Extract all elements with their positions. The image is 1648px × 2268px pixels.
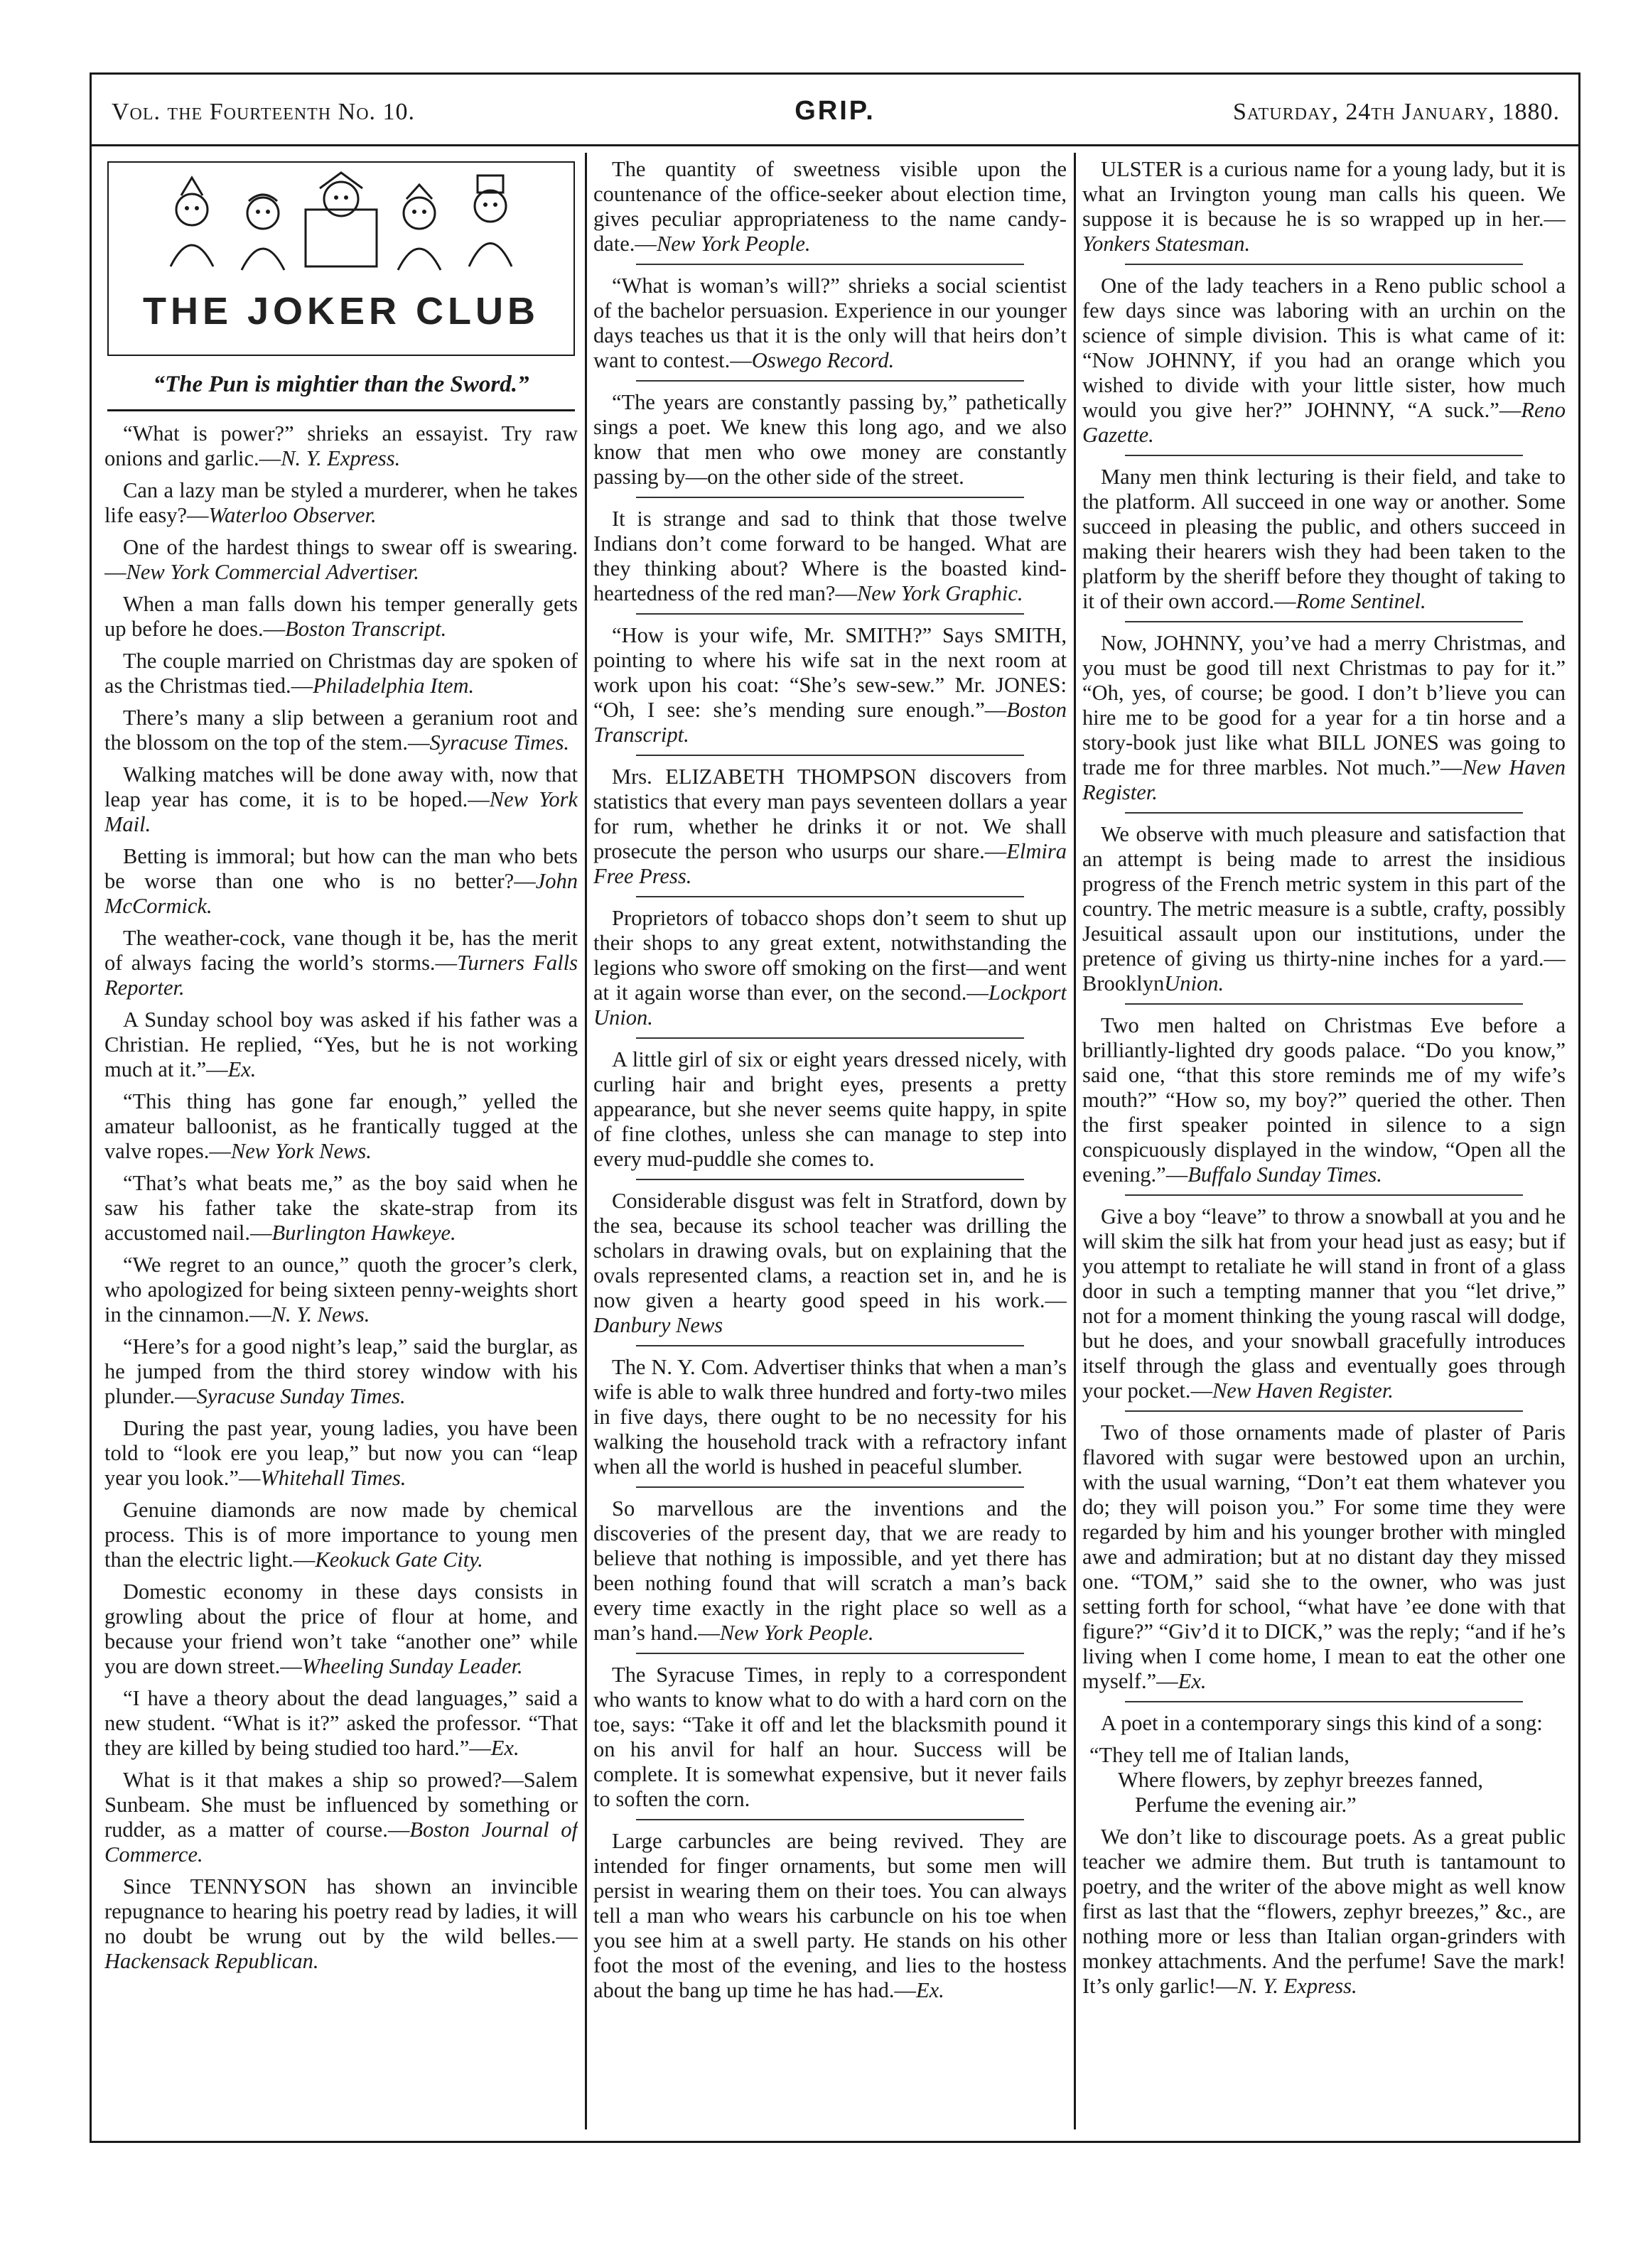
item-text: The couple married on Christmas day are spoken of as the Christmas tied.— bbox=[104, 649, 578, 698]
item-source: New York People. bbox=[656, 232, 811, 256]
news-item bbox=[104, 844, 578, 919]
item-separator bbox=[636, 1345, 1024, 1346]
item-separator bbox=[1125, 812, 1523, 814]
newspaper-page bbox=[90, 72, 1580, 2143]
item-separator bbox=[636, 380, 1024, 382]
news-item bbox=[593, 157, 1067, 256]
item-text: The Syracuse Times, in reply to a correspondent who wants to know what to do with a hard corn on the toe, says: “Take it off and let the blacksmith pound it on his anvil for half an hour. Success will be complete. It is somewhat expensive, but it never fails to soften the corn. bbox=[593, 1663, 1067, 1811]
item-source: Ex. bbox=[916, 1978, 944, 2002]
news-item bbox=[593, 1189, 1067, 1338]
verse-line: “They tell me of Italian lands, bbox=[1089, 1743, 1350, 1767]
item-separator bbox=[636, 1653, 1024, 1654]
item-source: Yonkers Statesman. bbox=[1082, 232, 1251, 256]
news-item bbox=[104, 1334, 578, 1409]
item-source: N. Y. News. bbox=[271, 1302, 370, 1327]
news-item bbox=[593, 390, 1067, 490]
item-text: So marvellous are the inventions and the discoveries of the present day, that we are ready to believe that nothing is impossible, and yet there has been nothing found that will scratch a man’s back every time exactly in the right place so well as a man’s hand.— bbox=[593, 1496, 1067, 1645]
column-2-items bbox=[593, 157, 1067, 2003]
item-text: A poet in a contemporary sings this kind of a song: bbox=[1101, 1711, 1543, 1735]
item-text: During the past year, young ladies, you have been told to “look ere you leap,” but now you can “leap year you look.”— bbox=[104, 1416, 578, 1490]
item-text: “This thing has gone far enough,” yelled the amateur balloonist, as he frantically tugged at the valve ropes.— bbox=[104, 1089, 578, 1163]
news-item bbox=[593, 1355, 1067, 1479]
news-item bbox=[593, 507, 1067, 606]
news-item bbox=[1082, 1711, 1566, 1736]
column-3 bbox=[1082, 157, 1566, 2125]
column-1-items bbox=[104, 421, 578, 1974]
news-item bbox=[1082, 274, 1566, 448]
item-text: “I have a theory about the dead languages,” said a new student. “What is it?” asked the professor. “That they are killed by being studied too hard.”— bbox=[104, 1686, 578, 1760]
item-source: Ex. bbox=[490, 1736, 519, 1760]
news-item bbox=[1082, 1013, 1566, 1187]
item-text: Two men halted on Christmas Eve before a brilliantly-lighted dry goods palace. “Do you know,” said one, “that this store reminds me of my wife’s mouth?” “How so, my boy?” queried the other. Then the first speaker pointed in silence to a sign conspicuously displayed in the window, “Open all the evening.”— bbox=[1082, 1013, 1566, 1187]
item-source: Burlington Hawkeye. bbox=[271, 1221, 456, 1245]
item-text: “How is your wife, Mr. SMITH?” Says SMITH, pointing to where his wife sat in the next room at work upon his coat: “She’s sew-sew.” Mr. JONES: “Oh, I see: she’s mending sure enough.”— bbox=[593, 623, 1067, 722]
item-text: Give a boy “leave” to throw a snowball at you and he will skim the silk hat from your head just as easy; but if you attempt to retaliate he will stand in front of a glass door in such a tempting manner that you “let drive,” not for a moment thinking the young rascal will dodge, but he does, and your snowball gracefully introduces itself through the glass and eventually goes through your pocket.— bbox=[1082, 1204, 1566, 1403]
item-source: New York Mail. bbox=[104, 787, 578, 836]
item-text: Walking matches will be done away with, now that leap year has come, it is to be hoped.— bbox=[104, 762, 578, 811]
news-item bbox=[593, 765, 1067, 889]
item-text: There’s many a slip between a geranium root and the blossom on the top of the stem.— bbox=[104, 706, 578, 755]
item-text: “The years are constantly passing by,” pathetically sings a poet. We knew this long ago, and we also know that men who owe money are constantly passing by—on the other side of the street. bbox=[593, 390, 1067, 489]
item-separator bbox=[1125, 1701, 1523, 1702]
news-item bbox=[104, 535, 578, 585]
item-text: Domestic economy in these days consists in growling about the price of flour at home, and because your friend won’t take “another one” while you are down street.— bbox=[104, 1580, 578, 1678]
item-source: Syracuse Times. bbox=[429, 730, 570, 755]
item-separator bbox=[636, 1486, 1024, 1488]
publication-title: GRIP. bbox=[795, 96, 876, 126]
item-text: It is strange and sad to think that those twelve Indians don’t come forward to be hanged. What are they thinking about? Where is the boasted kind-heartedness of the red man?— bbox=[593, 507, 1067, 605]
item-separator bbox=[1125, 455, 1523, 456]
news-item bbox=[593, 623, 1067, 747]
news-item bbox=[1082, 822, 1566, 996]
news-item bbox=[593, 1663, 1067, 1812]
item-text: Two of those ornaments made of plaster of Paris flavored with sugar were bestowed upon an urchin, with the usual warning, “Don’t eat them whatever you do; they will poison you.” For some time they were regarded by him and his younger brother with mingled awe and admiration; but at no distant day they missed one. “TOM,” said she to the owner, who was just setting forth for school, “what have ’ee done with that figure?” “Giv’d it to DICK,” was the reply; “and if he’s living when I come home, I mean to eat the other one myself.”— bbox=[1082, 1420, 1566, 1693]
item-source: New Haven Register. bbox=[1212, 1378, 1394, 1403]
page-header bbox=[92, 75, 1578, 146]
news-item bbox=[104, 706, 578, 755]
item-source: Whitehall Times. bbox=[260, 1466, 406, 1490]
item-source: New York News. bbox=[230, 1139, 372, 1163]
column-3-items bbox=[1082, 157, 1566, 1736]
verse-line: Where flowers, by zephyr breezes fanned, bbox=[1118, 1768, 1484, 1792]
item-source: Rome Sentinel. bbox=[1296, 589, 1426, 613]
item-separator bbox=[1125, 1003, 1523, 1005]
item-text: Mrs. ELIZABETH THOMPSON discovers from statistics that every man pays seventeen dollars a year for rum, whether he drinks it or not. We shall prosecute the person who usurps our share.— bbox=[593, 765, 1067, 863]
item-source: New York Commercial Advertiser. bbox=[126, 560, 419, 584]
item-source: Turners Falls Reporter. bbox=[104, 951, 578, 1000]
column-rule bbox=[585, 153, 587, 2129]
item-text: We observe with much pleasure and satisfaction that an attempt is being made to arrest the insidious progress of the French metric system in this part of the country. The metric measure is a subtle, crafty, possibly Jesuitical assault upon our institutions, under the pretence of giving us thirty-nine inches for a yard.—Brooklyn bbox=[1082, 822, 1566, 995]
item-text: We don’t like to discourage poets. As a great public teacher we admire them. But truth is tantamount to poetry, and the writer of the above might as well know first as last that the “flowers, zephyr breezes,” &c., are nothing more or less than Italian organ-grinders with monkey attachments. And the perfume! Save the mark! It’s only garlic!— bbox=[1082, 1825, 1566, 1998]
item-separator bbox=[1125, 1410, 1523, 1412]
item-text: “Here’s for a good night’s leap,” said the burglar, as he jumped from the third storey window with his plunder.— bbox=[104, 1334, 578, 1408]
item-source: New York People. bbox=[719, 1621, 874, 1645]
item-source: Elmira Free Press. bbox=[593, 839, 1067, 888]
news-item bbox=[593, 906, 1067, 1030]
item-text: When a man falls down his temper generally gets up before he does.— bbox=[104, 592, 578, 641]
item-separator bbox=[636, 1037, 1024, 1039]
item-source: Oswego Record. bbox=[751, 348, 895, 372]
item-text: “What is power?” shrieks an essayist. Try raw onions and garlic.— bbox=[104, 421, 578, 470]
item-text: Betting is immoral; but how can the man who bets be worse than one who is no better?— bbox=[104, 844, 578, 893]
item-separator bbox=[1125, 1194, 1523, 1196]
news-item bbox=[1082, 157, 1566, 256]
news-item bbox=[104, 1768, 578, 1867]
item-separator bbox=[636, 264, 1024, 265]
news-item bbox=[1082, 1825, 1566, 1999]
item-text: ULSTER is a curious name for a young lady, but it is what an Irvington young man calls his queen. We suppose it is because he is so wrapped up in her.— bbox=[1082, 157, 1566, 231]
news-item bbox=[1082, 465, 1566, 614]
masthead-motto: “The Pun is mightier than the Sword.” bbox=[107, 356, 575, 411]
news-item bbox=[1082, 1420, 1566, 1694]
masthead-illustration-icon bbox=[142, 167, 540, 288]
item-separator bbox=[1125, 264, 1523, 265]
item-source: Buffalo Sunday Times. bbox=[1187, 1162, 1382, 1187]
item-source: N. Y. Express. bbox=[281, 446, 401, 470]
item-text: A little girl of six or eight years dressed nicely, with curling hair and bright eyes, presents a pretty appearance, but she never seems quite happy, in spite of fine clothes, unless she can manage to step into every mud-puddle she comes to. bbox=[593, 1047, 1067, 1171]
item-separator bbox=[636, 1179, 1024, 1180]
news-item bbox=[104, 1498, 578, 1572]
item-source: Danbury News bbox=[593, 1313, 723, 1337]
item-text: “What is woman’s will?” shrieks a social scientist of the bachelor persuasion. Experience in our younger days teaches us that it is the only will that heirs don’t want to contest.— bbox=[593, 274, 1067, 372]
volume-number: Vol. the Fourteenth No. 10. bbox=[112, 99, 416, 125]
item-text: “That’s what beats me,” as the boy said when he saw his father take the skate-strap from its accustomed nail.— bbox=[104, 1171, 578, 1245]
item-text: Now, JOHNNY, you’ve had a merry Christmas, and you must be good till next Christmas to pay for it.” “Oh, yes, of course; be good. I don’t b’lieve you can hire me to be good for a year for a tin horse and a story-book just like what BILL JONES was going to trade me for three marbles. Not much.”— bbox=[1082, 631, 1566, 779]
item-source: Ex. bbox=[227, 1057, 257, 1081]
item-separator bbox=[1125, 621, 1523, 622]
column-1 bbox=[104, 157, 578, 2125]
item-text: The N. Y. Com. Advertiser thinks that when a man’s wife is able to walk three hundred and forty-two miles in five days, there ought to be no necessity for his walking the household track with a refractory infant when all the world is hushed in peaceful slumber. bbox=[593, 1355, 1067, 1479]
item-source: Reno Gazette. bbox=[1082, 398, 1566, 447]
news-item bbox=[593, 274, 1067, 373]
news-item bbox=[1082, 631, 1566, 805]
item-source: Ex. bbox=[1178, 1669, 1207, 1693]
news-item bbox=[104, 1008, 578, 1082]
item-text: Genuine diamonds are now made by chemical process. This is of more importance to young men than the electric light.— bbox=[104, 1498, 578, 1572]
item-separator bbox=[636, 755, 1024, 756]
item-source: Keokuck Gate City. bbox=[315, 1548, 483, 1572]
column-2 bbox=[593, 157, 1067, 2125]
column-rule bbox=[1074, 153, 1076, 2129]
item-source: Hackensack Republican. bbox=[104, 1949, 319, 1973]
item-text: Proprietors of tobacco shops don’t seem to shut up their shops to any great extent, notwithstanding the legions who swore off smoking on the first—and went at it again worse than ever, on the second.— bbox=[593, 906, 1067, 1005]
item-text: Many men think lecturing is their field, and take to the platform. All succeed in one way or another. Some succeed in pleasing the public, and others succeed in making their hearers wish they had been taken to the platform by the sheriff before they thought of taking to it of their own accord.— bbox=[1082, 465, 1566, 613]
news-item bbox=[1082, 1204, 1566, 1403]
news-item bbox=[104, 926, 578, 1000]
item-source: New York Graphic. bbox=[856, 581, 1023, 605]
joker-club-masthead bbox=[107, 161, 575, 356]
item-text: Since TENNYSON has shown an invincible repugnance to hearing his poetry read by ladies, it will no doubt be wrung out by the wild belles.— bbox=[104, 1874, 578, 1948]
item-text: One of the hardest things to swear off is swearing.— bbox=[104, 535, 578, 584]
column-3-items-continued bbox=[1082, 1825, 1566, 1999]
news-item bbox=[104, 1580, 578, 1679]
news-item bbox=[104, 421, 578, 471]
item-source: Boston Transcript. bbox=[593, 698, 1067, 747]
item-source: Union. bbox=[1164, 971, 1224, 995]
item-source: Wheeling Sunday Leader. bbox=[301, 1654, 523, 1678]
verse-line: Perfume the evening air.” bbox=[1135, 1793, 1357, 1817]
masthead-title: THE JOKER CLUB bbox=[142, 290, 540, 333]
news-item bbox=[593, 1496, 1067, 1646]
news-item bbox=[104, 1253, 578, 1327]
news-item bbox=[104, 762, 578, 837]
item-source: Boston Transcript. bbox=[285, 617, 447, 641]
item-source: Waterloo Observer. bbox=[208, 503, 377, 527]
item-text: The quantity of sweetness visible upon the countenance of the office-seeker about election time, gives peculiar appropriateness to the name candy-date.— bbox=[593, 157, 1067, 256]
item-separator bbox=[636, 497, 1024, 498]
item-source: Syracuse Sunday Times. bbox=[196, 1384, 406, 1408]
item-text: Large carbuncles are being revived. They are intended for finger ornaments, but some men will persist in wearing them on their toes. You can always tell a man who wears his carbuncle on his toe when you see him at a swell party. He stands on his other foot the most of the evening, and lies to the hostess about the bang up time he has had.— bbox=[593, 1829, 1067, 2002]
poem-verse bbox=[1082, 1743, 1566, 1818]
item-separator bbox=[636, 896, 1024, 897]
issue-date: Saturday, 24th January, 1880. bbox=[1233, 99, 1560, 125]
news-item bbox=[593, 1047, 1067, 1172]
item-source: John McCormick. bbox=[104, 869, 578, 918]
news-item bbox=[104, 592, 578, 642]
item-text: What is it that makes a ship so prowed?—Salem Sunbeam. She must be influenced by something or rudder, as a matter of course.— bbox=[104, 1768, 578, 1842]
news-item bbox=[104, 1686, 578, 1761]
news-item bbox=[104, 1171, 578, 1246]
item-source: Philadelphia Item. bbox=[313, 674, 475, 698]
item-source: Boston Journal of Commerce. bbox=[104, 1818, 578, 1867]
item-source: New Haven Register. bbox=[1082, 755, 1566, 804]
item-source: Lockport Union. bbox=[593, 981, 1067, 1030]
item-text: The weather-cock, vane though it be, has the merit of always facing the world’s storms.— bbox=[104, 926, 578, 975]
news-item bbox=[104, 649, 578, 698]
item-text: “We regret to an ounce,” quoth the grocer’s clerk, who apologized for being sixteen penny-weights short in the cinnamon.— bbox=[104, 1253, 578, 1327]
item-text: Can a lazy man be styled a murderer, when he takes life easy?— bbox=[104, 478, 578, 527]
item-source: N. Y. Express. bbox=[1237, 1974, 1357, 1998]
item-separator bbox=[636, 1819, 1024, 1820]
news-item bbox=[104, 1089, 578, 1164]
news-item bbox=[593, 1829, 1067, 2003]
news-item bbox=[104, 478, 578, 528]
item-text: A Sunday school boy was asked if his father was a Christian. He replied, “Yes, but he is not working much at it.”— bbox=[104, 1008, 578, 1081]
item-text: One of the lady teachers in a Reno public school a few days since was laboring with an urchin on the science of simple division. This is what came of it: “Now JOHNNY, if you had an orange which you wished to divide with your little sister, how much would you give her?” JOHNNY, “A suck.”— bbox=[1082, 274, 1566, 422]
item-separator bbox=[636, 613, 1024, 615]
news-item bbox=[104, 1416, 578, 1491]
item-text: Considerable disgust was felt in Stratford, down by the sea, because its school teacher was drilling the scholars in drawing ovals, but on explaining that the ovals represented clams, a reaction set in, and he is now given a hearty good speed in his work.— bbox=[593, 1189, 1067, 1312]
news-item bbox=[104, 1874, 578, 1974]
